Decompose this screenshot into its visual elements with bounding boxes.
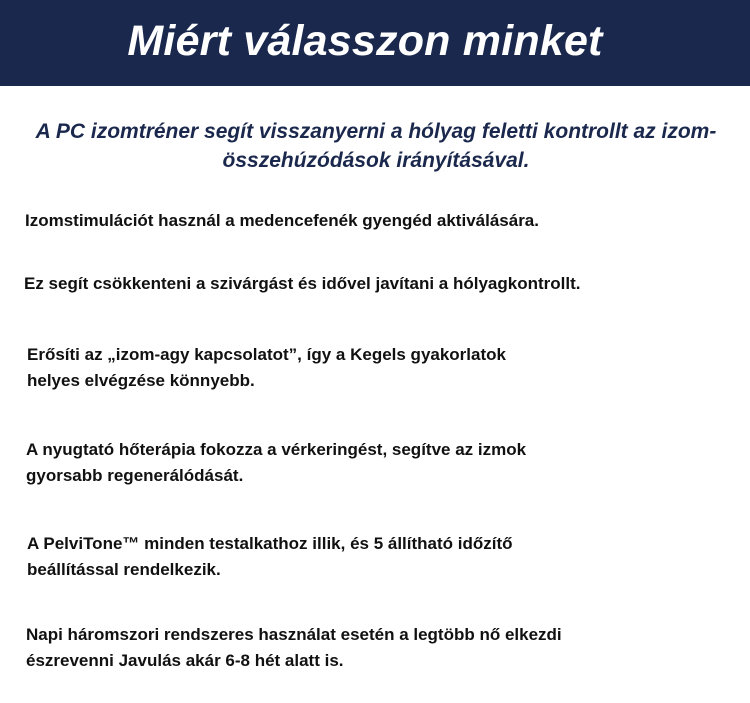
feature-item	[26, 622, 726, 674]
feature-text: Erősíti az „izom-agy kapcsolatot”, így a Kegels gyakorlatok helyes elvégzése könnyebb.	[27, 345, 506, 390]
feature-item	[25, 208, 725, 234]
header-banner	[0, 0, 750, 86]
feature-text: Ez segít csökkenteni a szivárgást és idővel javítani a hólyagkontrollt.	[24, 274, 581, 293]
feature-item	[27, 342, 727, 394]
feature-item	[27, 531, 727, 583]
feature-item	[26, 437, 726, 489]
feature-text: A PelviTone™ minden testalkathoz illik, és 5 állítható időzítő beállítással rendelkezik.	[27, 534, 513, 579]
feature-text: Napi háromszori rendszeres használat esetén a legtöbb nő elkezdi észrevenni Javulás akár 6-8 hét alatt is.	[26, 625, 562, 670]
feature-text: A nyugtató hőterápia fokozza a vérkeringést, segítve az izmok gyorsabb regenerálódását.	[26, 440, 527, 485]
feature-text: Izomstimulációt használ a medencefenék gyengéd aktiválására.	[25, 211, 539, 230]
feature-item	[24, 271, 724, 297]
page-title: Miért válasszon minket	[127, 17, 603, 65]
intro-statement: A PC izomtréner segít visszanyerni a hólyag feletti kontrollt az izom-összehúzódások irányításával.	[35, 120, 717, 172]
